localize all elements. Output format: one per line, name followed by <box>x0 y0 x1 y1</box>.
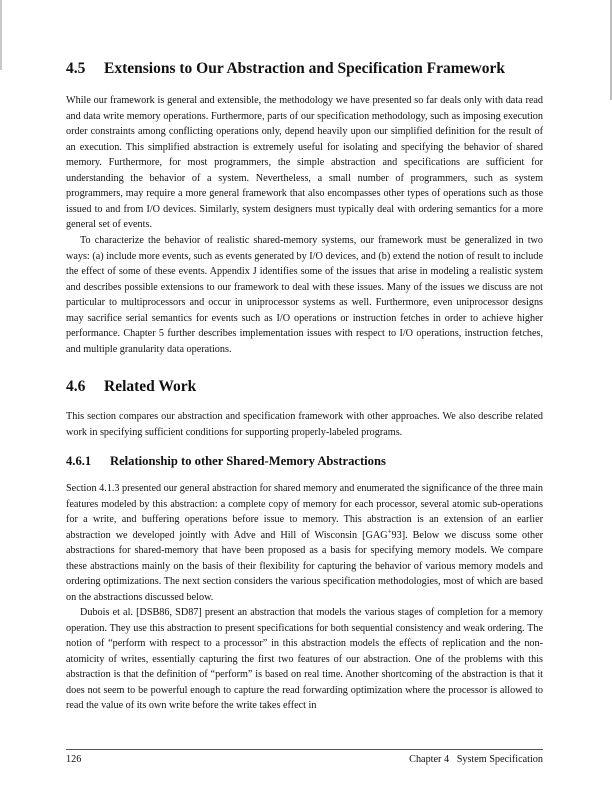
section-number: 4.5 <box>66 60 86 77</box>
text-run: 93]. Below we discuss some other abstractions for shared-memory that have been proposed as a basis for specifying memory models. We compare these abstractions mainly on the basis of their flexibility for capturing the behavior of various memory models and ordering optimizations. The next section considers the various specification methodologies, most of which are based on the abstractions discussed below. <box>66 529 543 603</box>
paragraph: This section compares our abstraction and specification framework with other approaches. We also describe related work in specifying sufficient conditions for supporting properly-labeled programs. <box>66 411 543 438</box>
section-heading-4-6 <box>66 378 196 396</box>
text-run: Section 4.1.3 presented our general abstraction for shared memory and enumerated the significance of the three main features modeled by this abstraction: a complete copy of memory for each processor, several atomic sub-operations for a write, and buffering operations before issue to memory. This abstraction is an extension of an earlier abstraction we developed jointly with Adve and Hill of Wisconsin [GAG <box>66 483 543 541</box>
scan-edge-left <box>0 0 2 70</box>
subsection-number: 4.6.1 <box>66 454 92 468</box>
page-number: 126 <box>66 754 82 765</box>
footer-rule <box>66 749 543 750</box>
paragraph: To characterize the behavior of realistic shared-memory systems, our framework must be generalized in two ways: (a) include more events, such as events generated by I/O devices, and (b) extend the notion of result to include the effect of some of these events. Appendix J identifies some of the issues that arise in modeling a realistic system and describes possible extensions to our framework to deal with these issues. Many of the issues we discuss are not particular to multiprocessors and occur in uniprocessor systems as well. Furthermore, even uniprocessor designs may sacrifice serial semantics for events such as I/O operations or instruction fetches in order to achieve higher performance. Chapter 5 further describes implementation issues with respect to I/O operations, instruction fetches, and multiple granularity data operations. <box>66 235 543 355</box>
subsection-heading-4-6-1 <box>66 454 386 469</box>
section-heading-4-5 <box>66 60 505 78</box>
citation-superscript: + <box>387 527 392 536</box>
paragraph: While our framework is general and extensible, the methodology we have presented so far deals only with data read and data write memory operations. Furthermore, parts of our specification methodology, such as imposing execution order constraints among conflicting operations only, depend heavily upon our simplified definition for the result of an execution. This simplified abstraction is extremely useful for isolating and specifying the behavior of shared memory. Furthermore, for most programmers, the simple abstraction and specifications are sufficient for understanding the behavior of a system. Nevertheless, a small number of programmers, such as system programmers, may require a more general framework that also encompasses other types of operations such as those issued to and from I/O devices. Similarly, system designers must typically deal with ordering semantics for a more general set of events. <box>66 95 543 230</box>
section-title: Extensions to Our Abstraction and Specification Framework <box>104 60 505 77</box>
running-footer-chapter: Chapter 4 System Specification <box>409 754 543 765</box>
paragraph: Dubois et al. [DSB86, SD87] present an abstraction that models the various stages of completion for a memory operation. They use this abstraction to present specifications for both sequential consistency and weak ordering. The notion of “perform with respect to a processor” in this abstraction models the effects of replication and the non-atomicity of writes, essentially capturing the first two features of our abstraction. One of the problems with this abstraction is that the definition of “perform” is based on real time. Another shortcoming of the abstraction is that it does not seem to be powerful enough to capture the read forwarding optimization where the processor is allowed to read the value of its own write before the write takes effect in <box>66 607 543 711</box>
section-title: Related Work <box>104 378 197 395</box>
section-number: 4.6 <box>66 378 86 395</box>
paragraph <box>66 481 543 605</box>
subsection-title: Relationship to other Shared-Memory Abstractions <box>110 454 386 468</box>
